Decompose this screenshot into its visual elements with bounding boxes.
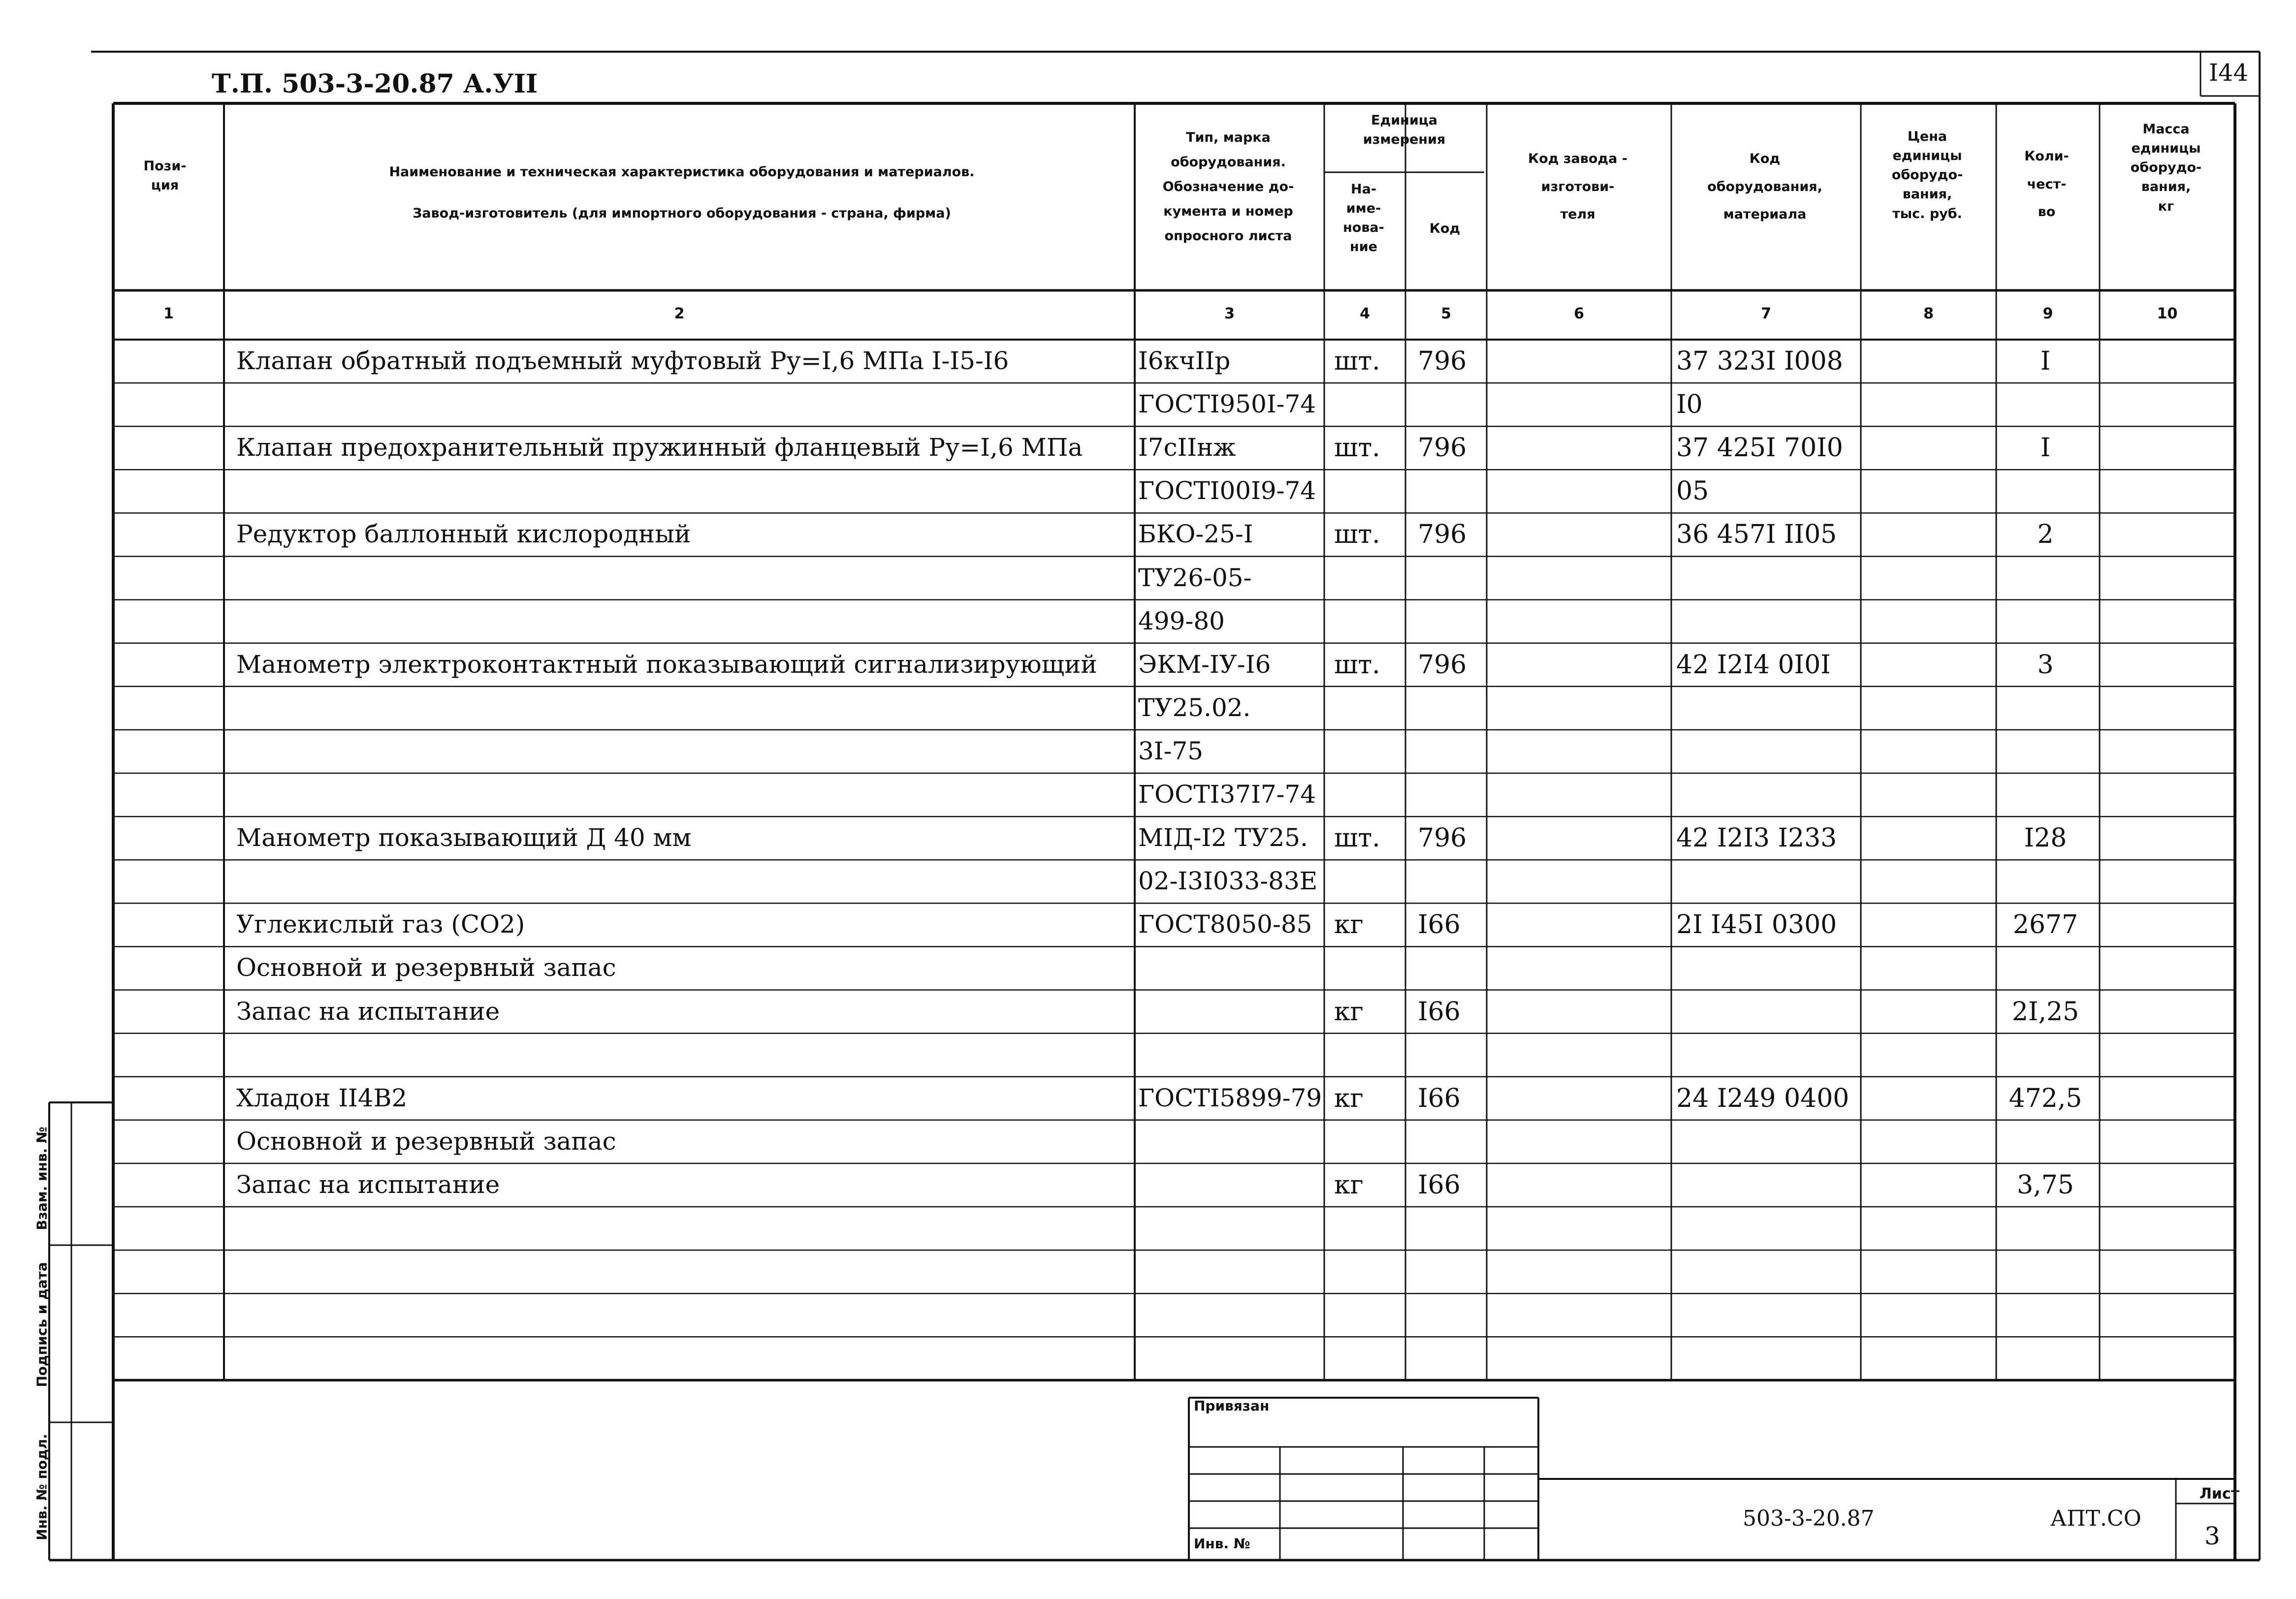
row-unit-code: 796 [1418,520,1467,550]
row-name: Манометр показывающий Д 40 мм [236,823,692,852]
row-equipment-code: 37 425I 70I0 [1676,433,1843,463]
row-equipment-code: 36 457I II05 [1676,520,1837,550]
side-label-inventory: Инв. № подл. [33,1434,50,1540]
column-number: 9 [2042,305,2053,322]
row-type: ГОСТI950I-74 [1138,390,1316,419]
row-quantity: 472,5 [2009,1083,2082,1113]
row-name: Манометр электроконтактный показывающий сигнализирующий [236,650,1097,679]
row-type: БКО-25-I [1138,520,1253,549]
row-quantity: 2 [2037,520,2054,550]
row-type: ГОСТI5899-79 [1138,1083,1322,1112]
row-type: I6кчIIр [1138,346,1231,375]
row-equipment-code: 05 [1676,476,1709,506]
row-unit: кг [1334,1170,1364,1200]
row-unit-code: 796 [1418,823,1467,853]
column-number: 10 [2157,305,2178,322]
row-quantity: 3,75 [2017,1170,2074,1200]
row-unit: шт. [1334,520,1380,550]
column-number: 2 [674,305,685,322]
page-number: I44 [2209,59,2249,87]
row-unit-code: I66 [1418,1170,1461,1200]
row-name: Клапан предохранительный пружинный фланцевый Ру=I,6 МПа [236,433,1083,462]
header-equipment-code: Код оборудования, материала [1707,151,1822,222]
column-number: 5 [1441,305,1451,322]
row-name: Углекислый газ (СО2) [236,910,525,939]
row-unit-code: 796 [1418,346,1467,376]
row-name: Хладон II4В2 [236,1083,408,1112]
header-unit: Единица измерения [1363,113,1446,148]
stamp-linked-label: Привязан [1194,1398,1270,1414]
header-type: Тип, марка оборудования. Обозначение до- кумента и номер опросного листа [1162,130,1294,244]
row-type: 499-80 [1138,606,1225,635]
row-type: 3I-75 [1138,736,1204,765]
column-number: 6 [1574,305,1584,322]
row-quantity: I [2040,433,2051,463]
row-unit-code: 796 [1418,433,1467,463]
row-unit: шт. [1334,823,1380,853]
row-type: ТУ25.02. [1138,693,1251,722]
column-number: 3 [1224,305,1235,322]
row-equipment-code: 2I I45I 0300 [1676,910,1837,940]
row-quantity: 3 [2037,650,2054,680]
row-unit-code: I66 [1418,997,1461,1027]
footer-mark: АПТ.СО [2050,1506,2141,1531]
header-unit-code: Код [1429,221,1461,236]
row-unit: шт. [1334,433,1380,463]
row-quantity: I28 [2024,823,2067,853]
column-number: 7 [1761,305,1771,322]
side-label-replacement: Взам. инв. № [33,1127,50,1230]
row-type: ЭКМ-IУ-I6 [1138,650,1271,679]
row-name: Клапан обратный подъемный муфтовый Ру=I,6 МПа I-I5-I6 [236,346,1009,375]
row-equipment-code: 24 I249 0400 [1676,1083,1850,1113]
row-unit: кг [1334,997,1364,1027]
row-equipment-code: 42 I2I3 I233 [1676,823,1837,853]
row-equipment-code: I0 [1676,390,1703,420]
row-quantity: 2677 [2012,910,2078,940]
row-type: ГОСТ8050-85 [1138,910,1312,939]
row-type: ГОСТI37I7-74 [1138,780,1316,809]
header-position: Пози- ция [143,158,187,193]
row-unit: кг [1334,1083,1364,1113]
sheet-number: 3 [2204,1522,2220,1550]
row-type: 02-I3I033-83Е [1138,867,1318,896]
row-unit-code: I66 [1418,1083,1461,1113]
row-quantity: I [2040,346,2051,376]
row-unit: шт. [1334,346,1380,376]
row-unit-code: I66 [1418,910,1461,940]
header-factory-code: Код завода - изготови- теля [1528,151,1627,222]
row-type: I7сIIнж [1138,433,1236,462]
footer-code: 503-3-20.87 [1743,1506,1875,1531]
row-name: Основной и резервный запас [236,953,616,982]
row-unit: кг [1334,910,1364,940]
row-name: Основной и резервный запас [236,1127,616,1156]
header-quantity: Коли- чест- во [2024,149,2069,220]
stamp-inventory-label: Инв. № [1194,1536,1250,1552]
header-price: Цена единицы оборудо- вания, тыс. руб. [1891,129,1963,221]
column-number: 8 [1923,305,1934,322]
header-mass: Масса единицы оборудо- вания, кг [2130,122,2202,214]
row-name: Запас на испытание [236,997,500,1026]
side-label-signature: Подпись и дата [33,1262,50,1387]
row-name: Редуктор баллонный кислородный [236,520,691,549]
column-number: 4 [1360,305,1370,322]
row-type: ГОСТI00I9-74 [1138,476,1316,505]
column-number: 1 [163,305,174,322]
row-equipment-code: 42 I2I4 0I0I [1676,650,1831,680]
row-quantity: 2I,25 [2011,997,2079,1027]
row-name: Запас на испытание [236,1170,500,1199]
row-type: ТУ26-05- [1138,563,1252,592]
header-unit-name: На- име- нова- ние [1343,182,1384,255]
row-equipment-code: 37 323I I008 [1676,346,1843,376]
document-reference: Т.П. 503-3-20.87 А.УII [212,69,538,99]
row-type: МIД-I2 ТУ25. [1138,823,1308,852]
row-unit-code: 796 [1418,650,1467,680]
row-unit: шт. [1334,650,1380,680]
sheet-label: Лист [2200,1485,2240,1503]
header-name: Наименование и техническая характеристика оборудования и материалов. Завод-изготовитель (для импортного оборудования - страна, фирма) [389,164,975,221]
